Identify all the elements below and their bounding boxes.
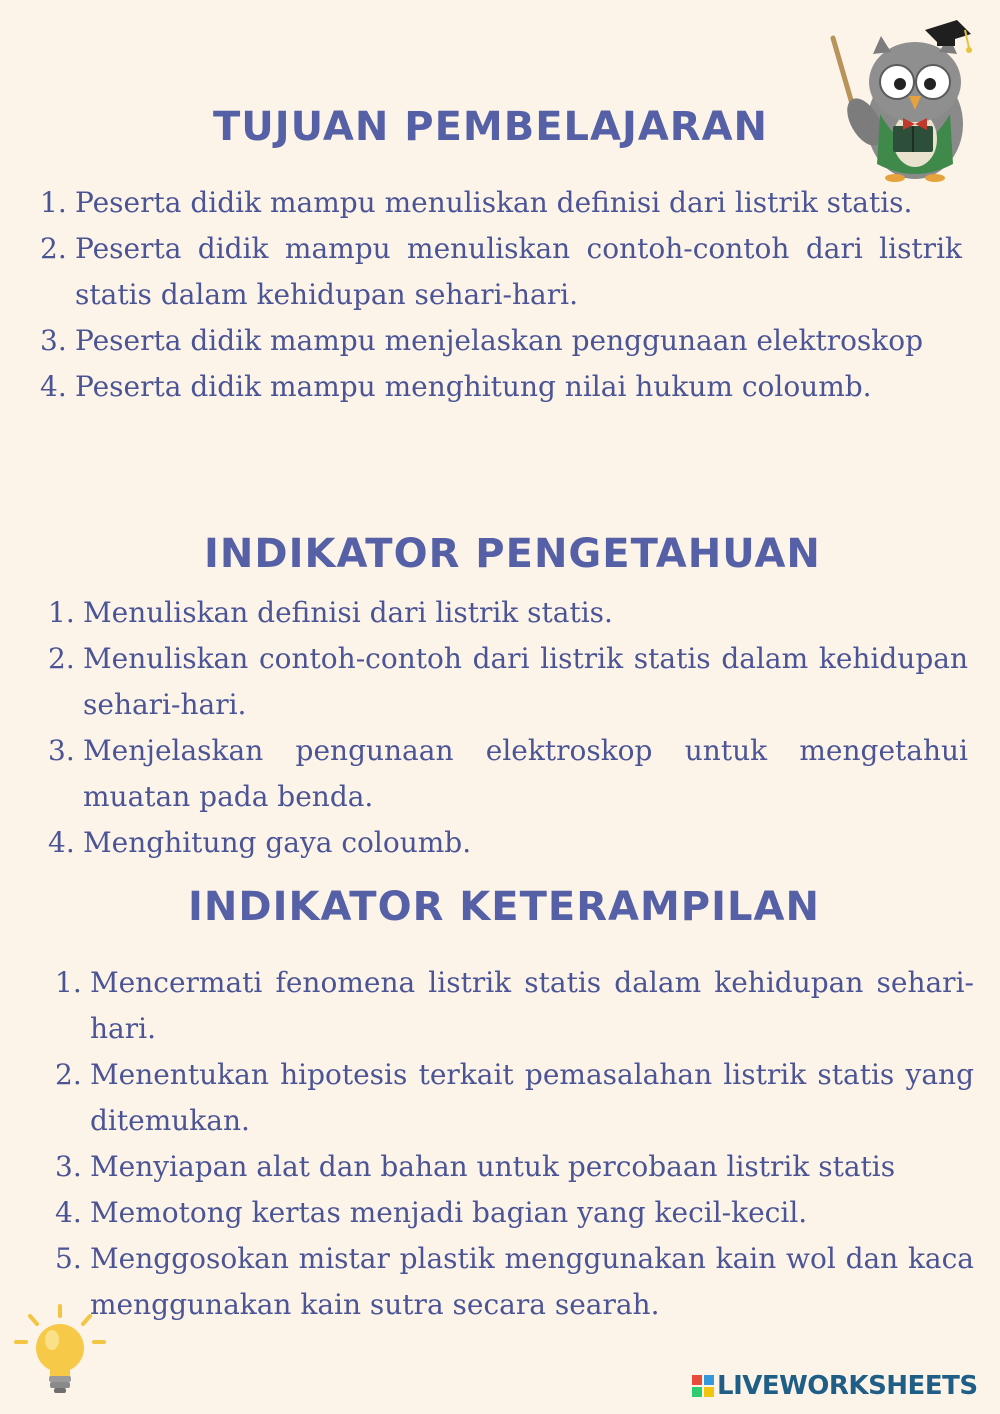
brand-text: LIVEWORKSHEETS	[717, 1371, 978, 1401]
item-number: 3.	[40, 324, 67, 357]
item-number: 5.	[55, 1242, 82, 1275]
list-item	[48, 820, 968, 866]
list-item	[55, 1190, 974, 1236]
list-item	[40, 180, 962, 226]
item-number: 4.	[55, 1196, 82, 1229]
list-item	[40, 226, 962, 318]
item-number: 2.	[55, 1058, 82, 1091]
list-pengetahuan	[48, 590, 968, 866]
item-text: Menuliskan definisi dari listrik statis.	[83, 596, 613, 629]
item-number: 4.	[40, 370, 67, 403]
item-text: Menjelaskan pengunaan elektroskop untuk mengetahui muatan pada benda.	[83, 734, 968, 813]
item-text: Peserta didik mampu menuliskan definisi dari listrik statis.	[75, 186, 913, 219]
item-number: 1.	[48, 596, 75, 629]
owl-teacher-icon	[825, 14, 975, 184]
liveworksheets-logo-icon	[692, 1375, 714, 1397]
list-item	[40, 364, 962, 410]
item-text: Mencermati fenomena listrik statis dalam kehidupan sehari-hari.	[90, 966, 974, 1045]
item-text: Menuliskan contoh-contoh dari listrik statis dalam kehidupan sehari-hari.	[83, 642, 968, 721]
section-heading-tujuan: TUJUAN PEMBELAJARAN	[213, 104, 769, 150]
list-item	[55, 1236, 974, 1328]
item-text: Menggosokan mistar plastik menggunakan kain wol dan kaca menggunakan kain sutra secara searah.	[90, 1242, 974, 1321]
light-bulb-icon	[10, 1302, 110, 1402]
item-text: Peserta didik mampu menuliskan contoh-contoh dari listrik statis dalam kehidupan sehari-hari.	[75, 232, 962, 311]
item-text: Memotong kertas menjadi bagian yang kecil-kecil.	[90, 1196, 808, 1229]
item-number: 1.	[40, 186, 67, 219]
list-item	[55, 1052, 974, 1144]
item-text: Menghitung gaya coloumb.	[83, 826, 472, 859]
list-item	[55, 960, 974, 1052]
brand-watermark	[692, 1371, 978, 1401]
item-number: 2.	[40, 232, 67, 265]
item-number: 2.	[48, 642, 75, 675]
list-item	[48, 590, 968, 636]
item-number: 3.	[48, 734, 75, 767]
list-item	[55, 1144, 974, 1190]
item-number: 4.	[48, 826, 75, 859]
list-tujuan	[40, 180, 962, 410]
item-number: 1.	[55, 966, 82, 999]
list-keterampilan	[55, 960, 974, 1328]
item-text: Peserta didik mampu menjelaskan penggunaan elektroskop	[75, 324, 924, 357]
item-text: Menyiapan alat dan bahan untuk percobaan listrik statis	[90, 1150, 896, 1183]
item-number: 3.	[55, 1150, 82, 1183]
item-text: Peserta didik mampu menghitung nilai hukum coloumb.	[75, 370, 872, 403]
list-item	[48, 636, 968, 728]
section-heading-keterampilan: INDIKATOR KETERAMPILAN	[188, 884, 820, 930]
list-item	[48, 728, 968, 820]
item-text: Menentukan hipotesis terkait pemasalahan listrik statis yang ditemukan.	[90, 1058, 974, 1137]
list-item	[40, 318, 962, 364]
section-heading-pengetahuan: INDIKATOR PENGETAHUAN	[204, 531, 821, 577]
